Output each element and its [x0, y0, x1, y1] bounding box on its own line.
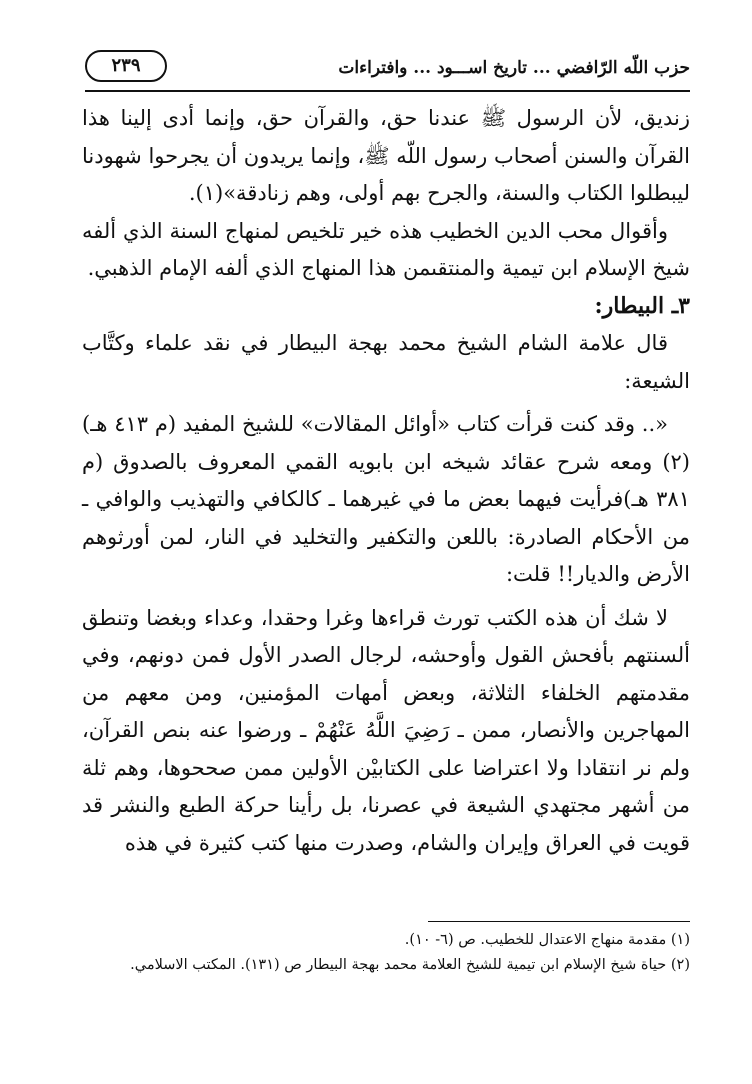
footnotes [82, 928, 690, 978]
footnote-rule [428, 921, 690, 922]
paragraph-2: وأقوال محب الدين الخطيب هذه خير تلخيص لمنهاج السنة الذي ألفه شيخ الإسلام ابن تيمية والمنتقىمن هذا المنهاج الذي ألفه الإمام الذهبي. [82, 218, 690, 280]
main-text [82, 100, 690, 862]
page-number-badge: ٢٣٩ [85, 50, 167, 82]
running-header [85, 48, 690, 88]
footnote-1: (١) مقدمة منهاج الاعتدال للخطيب. ص (٦- ١٠). [404, 932, 690, 948]
running-title: حزب اللّه الرّافضي ... تاريخ اســـود ... وافتراءات [338, 58, 690, 78]
paragraph-3: قال علامة الشام الشيخ محمد بهجة البيطار في نقد علماء وكتَّاب الشيعة: [82, 331, 690, 393]
header-rule [85, 90, 690, 92]
paragraph-5: لا شك أن هذه الكتب تورث قراءها وغرا وحقدا، وعداء وبغضا وتنطق ألسنتهم بأفحش القول وأوحشه، لرجال الصدر الأول فمن دونهم، وفي مقدمتهم الخلفاء الثلاثة، وبعض أمهات المؤمنين، ومن معهم من المهاجرين والأنصار، ممن ـ رَضِيَ اللَّهُ عَنْهُمْ ـ ورضوا عنه بنص القرآن، ولم نر انتقادا ولا اعتراضا على الكتابيْن الأولين ممن صححوها، وهم ثلة من أشهر مجتهدي الشيعة في عصرنا، بل رأينا حركة الطبع والنشر قد قويت في العراق وإيران والشام، وصدرت منها كتب كثيرة في هذه [82, 605, 690, 855]
paragraph-1: زنديق، لأن الرسول ﷺ عندنا حق، والقرآن حق، وإنما أدى إلينا هذا القرآن والسنن أصحاب رسول اللّه ﷺ، وإنما يريدون أن يجرحوا شهودنا ليبطلوا الكتاب والسنة، والجرح بهم أولى، وهم زنادقة»(١). [82, 106, 690, 205]
section-heading: ٣ـ البيطار: [594, 292, 690, 319]
paragraph-4-quote: «.. وقد كنت قرأت كتاب «أوائل المقالات» للشيخ المفيد (م ٤١٣ هـ)(٢) ومعه شرح عقائد شيخه ابن بابويه القمي المعروف بالصدوق (م ٣٨١ هـ)فرأيت فيهما بعض ما في غيرهما ـ كالكافي والتهذيب والوافي ـ من الأحكام الصادرة: باللعن والتكفير والتخليد في النار، لمن أورثوهم الأرض والديار!! قلت: [82, 412, 690, 586]
footnote-2: (٢) حياة شيخ الإسلام ابن تيمية للشيخ العلامة محمد بهجة البيطار ص (١٣١). المكتب الاسلامي. [130, 957, 690, 973]
